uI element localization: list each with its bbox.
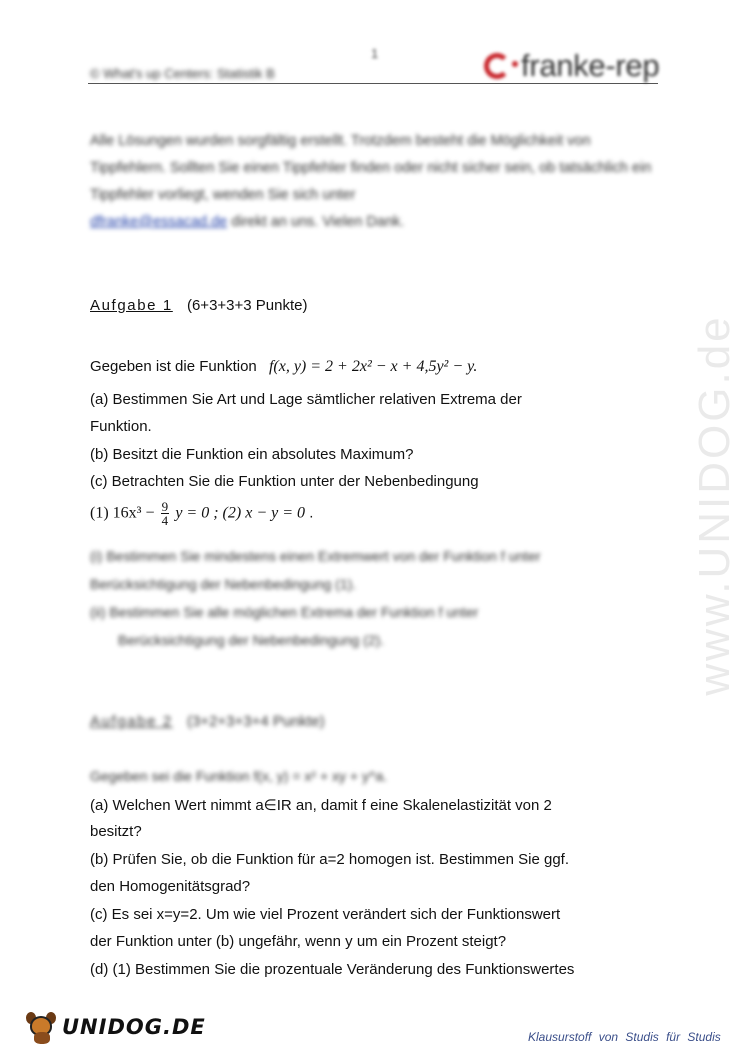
constraint-prefix: (1) 16x³ − <box>90 504 155 522</box>
aufgabe2-c-line1: (c) Es sei x=y=2. Um wie viel Prozent verändert sich der Funktionswert <box>90 906 561 923</box>
constraint-mid: y = 0 ; (2) x − y = 0 <box>175 504 306 522</box>
constraint-fraction <box>161 500 170 527</box>
aufgabe1-given-prefix: Gegeben ist die Funktion <box>90 358 257 375</box>
intro-text: Alle Lösungen wurden sorgfältig erstellt. Trotzdem besteht die Möglichkeit von Tippfehlern. Sollten Sie einen Tippfehler finden oder nicht sicher sein, ob tatsächlich ein Tippfehler vorliegt, wenden Sie sich unter <box>90 133 652 203</box>
aufgabe2-heading: Aufgabe 2 <box>90 713 173 730</box>
unidog-watermark <box>690 280 739 730</box>
watermark-text: www.UNIDOG.de <box>690 314 739 696</box>
aufgabe2-heading-row <box>90 713 325 730</box>
intro-text-after: direkt an uns. Vielen Dank. <box>227 214 405 230</box>
logo-c-icon <box>484 53 510 79</box>
aufgabe1-c: (c) Betrachten Sie die Funktion unter der Nebenbedingung <box>90 473 479 490</box>
aufgabe1-given <box>90 358 477 376</box>
aufgabe2-b-line1: (b) Prüfen Sie, ob die Funktion für a=2 homogen ist. Bestimmen Sie ggf. <box>90 851 570 868</box>
aufgabe1-a-line2: Funktion. <box>90 418 152 435</box>
aufgabe2-given: Gegeben sei die Funktion f(x, y) = x² + xy + y^a. <box>90 768 388 784</box>
aufgabe1-function: f(x, y) = 2 + 2x² − x + 4,5y² − y. <box>268 358 478 375</box>
fraction-denominator: 4 <box>161 513 169 528</box>
aufgabe1-constraint <box>90 500 313 527</box>
franke-rep-logo <box>484 46 659 86</box>
unidog-footer-logo <box>24 1010 206 1044</box>
aufgabe1-a-line1: (a) Bestimmen Sie Art und Lage sämtlicher relativen Extrema der <box>90 391 522 408</box>
contact-email-link[interactable]: dfranke@essacad.de <box>90 214 228 230</box>
dog-mascot-icon <box>24 1010 58 1044</box>
constraint-end: . <box>309 504 314 522</box>
aufgabe2-c-line2: der Funktion unter (b) ungefähr, wenn y um ein Prozent steigt? <box>90 933 507 950</box>
aufgabe1-b: (b) Besitzt die Funktion ein absolutes Maximum? <box>90 446 414 463</box>
logo-text: franke-rep <box>521 48 660 83</box>
page-number: 1 <box>371 46 379 61</box>
aufgabe2-points: (3+2+3+3+4 Punkte) <box>186 713 325 730</box>
aufgabe1-ii-line2: Berücksichtigung der Nebenbedingung (2). <box>118 632 385 648</box>
aufgabe1-heading-row <box>90 297 307 314</box>
aufgabe2-a-line1: (a) Welchen Wert nimmt a∈IR an, damit f eine Skalenelastizität von 2 <box>90 797 552 814</box>
aufgabe1-points: (6+3+3+3 Punkte) <box>186 297 308 314</box>
logo-dot-icon <box>512 61 518 67</box>
fraction-numerator: 9 <box>161 499 169 514</box>
aufgabe1-ii-line1: (ii) Bestimmen Sie alle möglichen Extrema der Funktion f unter <box>90 604 479 620</box>
footer-tagline: Klausurstoff von Studis für Studis <box>528 1030 721 1044</box>
aufgabe1-heading: Aufgabe 1 <box>90 297 173 314</box>
aufgabe2-b-line2: den Homogenitätsgrad? <box>90 878 251 895</box>
footer-logo-text: UNIDOG.DE <box>62 1015 206 1039</box>
aufgabe1-i-line2: Berücksichtigung der Nebenbedingung (1). <box>90 576 357 592</box>
aufgabe2-d-line1: (d) (1) Bestimmen Sie die prozentuale Veränderung des Funktionswertes <box>90 961 575 978</box>
aufgabe1-i-line1: (i) Bestimmen Sie mindestens einen Extremwert von der Funktion f unter <box>90 548 541 564</box>
header-copyright: © What's up Centers: Statistik B <box>90 66 275 81</box>
aufgabe2-a-line2: besitzt? <box>90 823 142 840</box>
intro-paragraph <box>90 128 660 236</box>
